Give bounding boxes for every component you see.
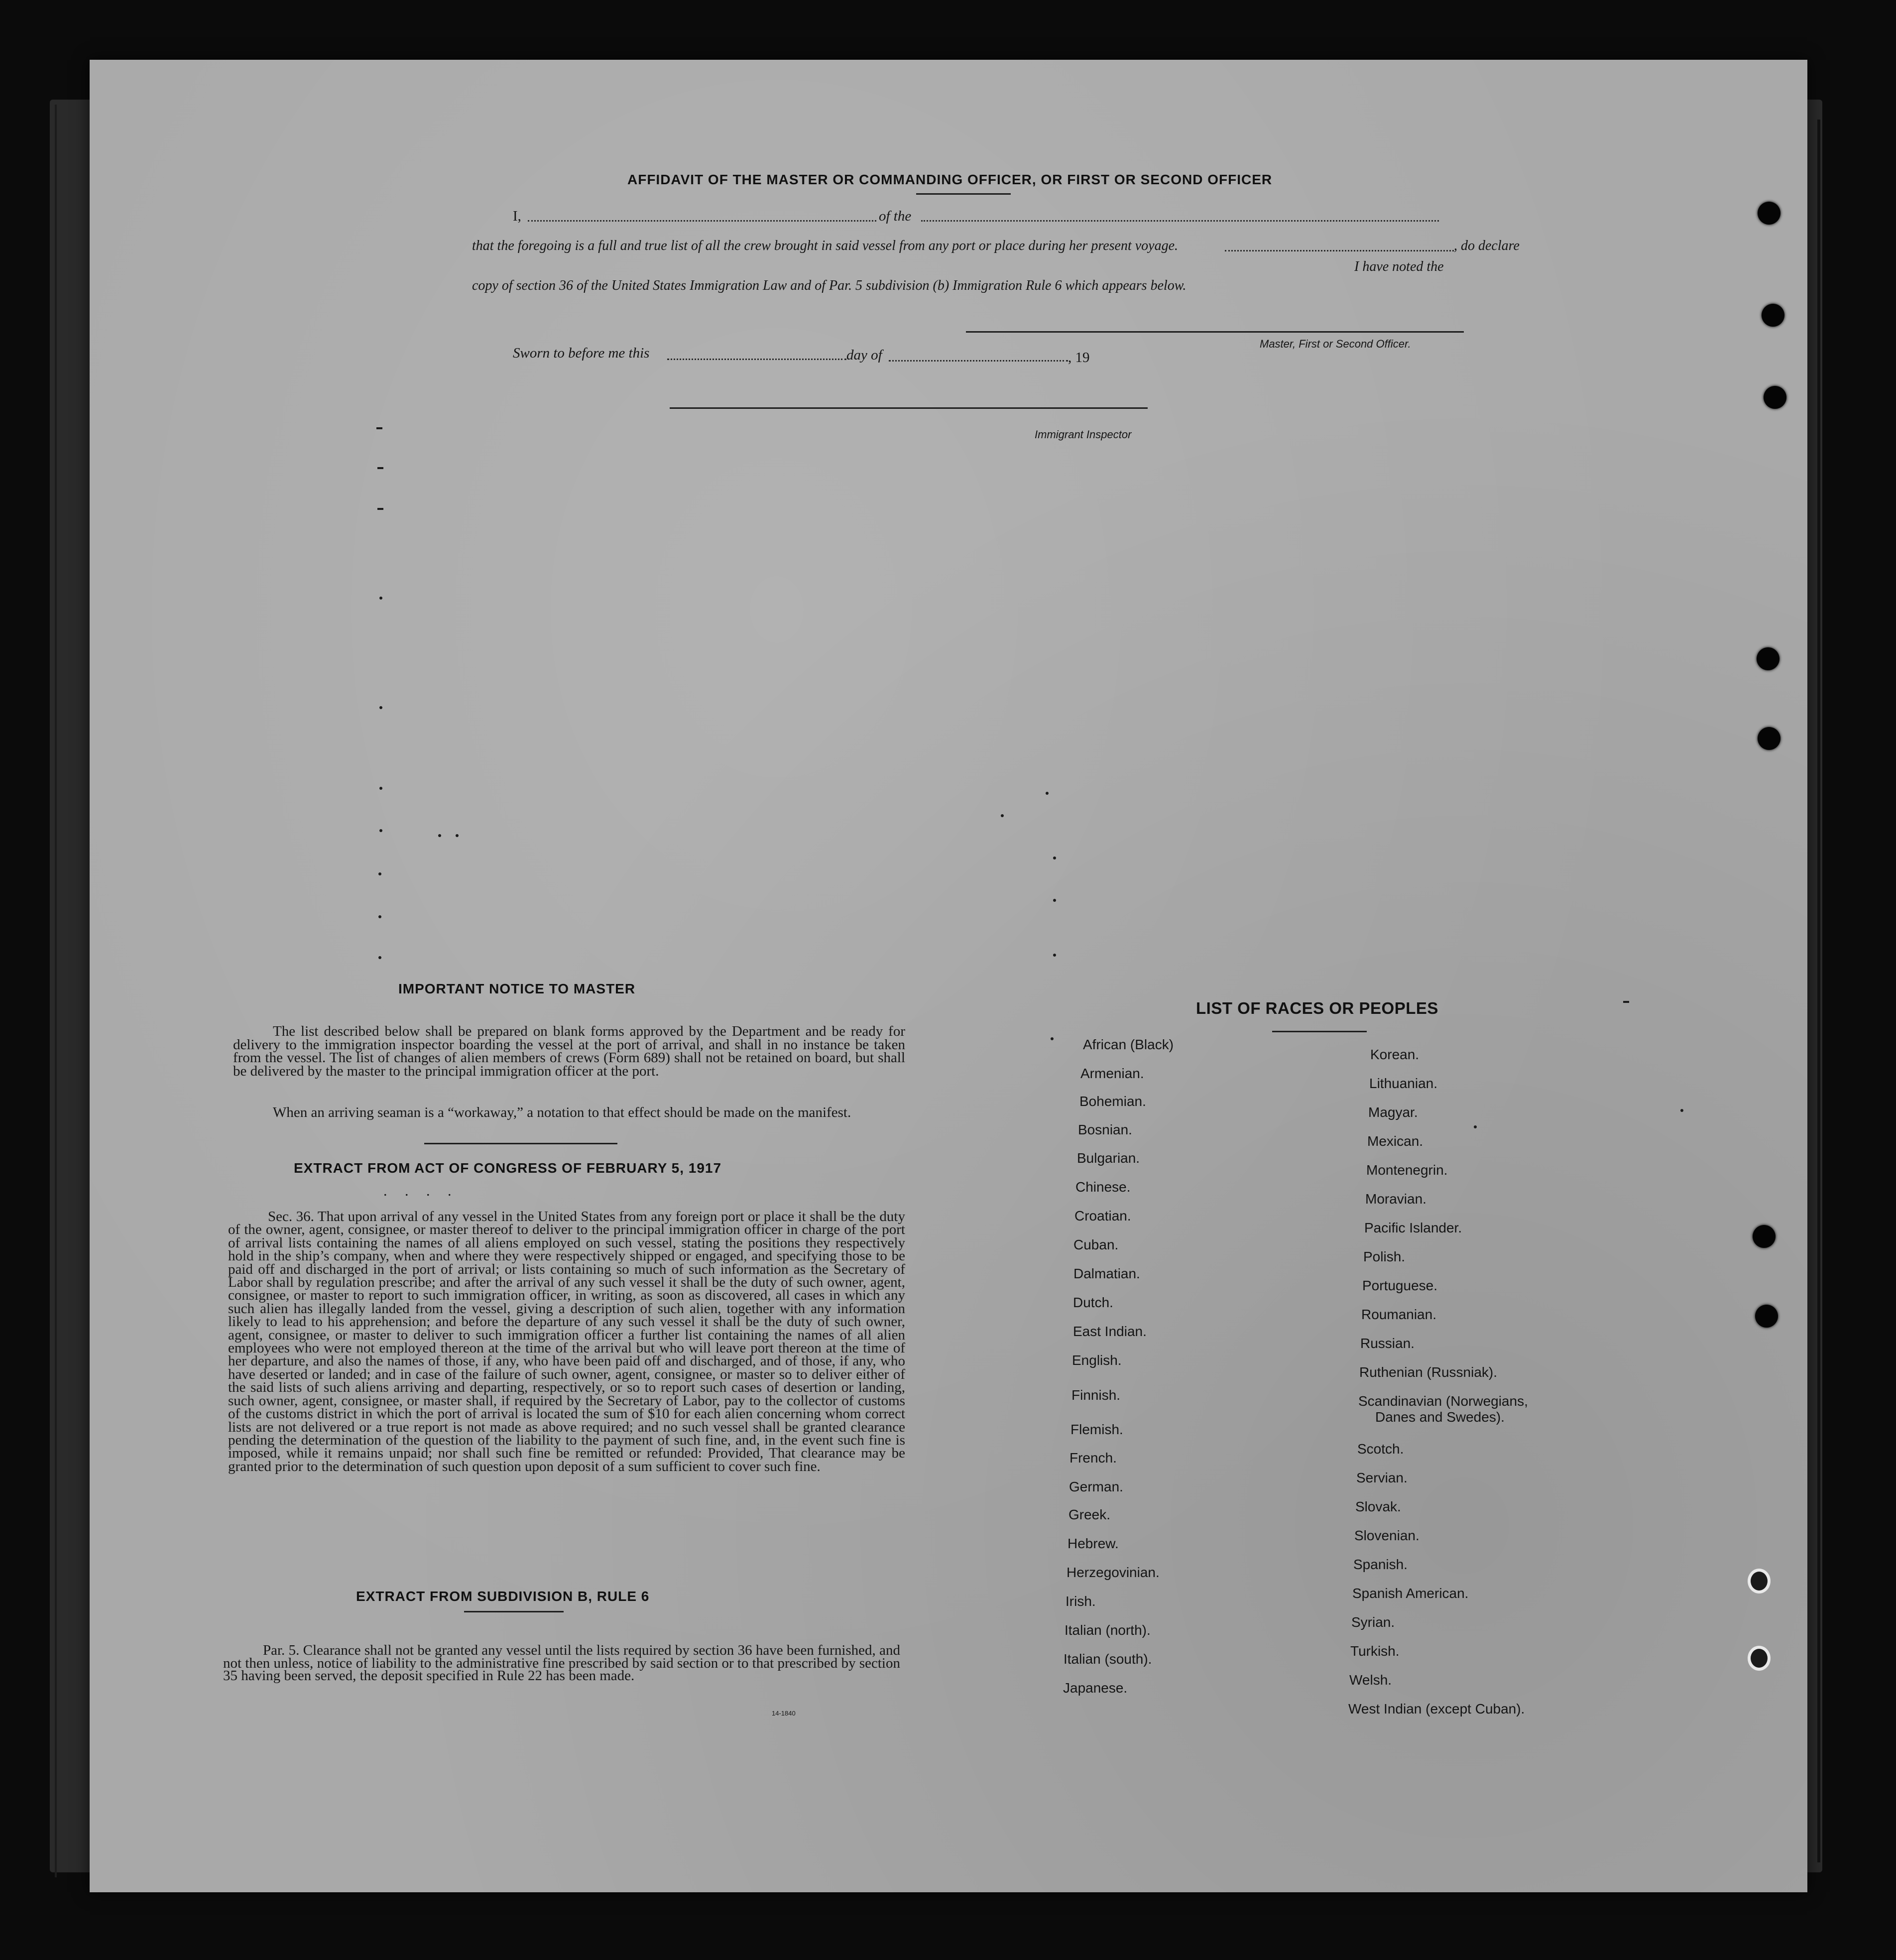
race-item: Scotch. bbox=[1357, 1441, 1404, 1457]
mark bbox=[377, 508, 383, 510]
race-item: Russian. bbox=[1360, 1336, 1415, 1351]
race-item: Italian (north). bbox=[1065, 1622, 1151, 1638]
notice-divider bbox=[424, 1143, 617, 1144]
punch-hole bbox=[1755, 1305, 1778, 1328]
master-signature-line bbox=[966, 331, 1464, 333]
title-rule bbox=[916, 193, 1011, 195]
punch-hole bbox=[1753, 1225, 1776, 1248]
affidavit-blank-name bbox=[528, 220, 876, 222]
mark bbox=[378, 956, 381, 959]
race-item: English. bbox=[1072, 1352, 1122, 1368]
race-item: Syrian. bbox=[1351, 1614, 1395, 1630]
mark bbox=[379, 829, 382, 832]
race-item: West Indian (except Cuban). bbox=[1348, 1701, 1525, 1716]
form-number: 14-1840 bbox=[772, 1710, 796, 1717]
mark bbox=[456, 834, 459, 837]
extract-rule-title: EXTRACT FROM SUBDIVISION B, RULE 6 bbox=[356, 1589, 650, 1604]
sworn-year: , 19 bbox=[1068, 350, 1090, 366]
master-signature-label: Master, First or Second Officer. bbox=[1260, 338, 1411, 350]
mark bbox=[378, 872, 381, 875]
race-item: Spanish American. bbox=[1352, 1586, 1469, 1601]
race-item: Finnish. bbox=[1071, 1387, 1121, 1403]
mark bbox=[1053, 954, 1056, 957]
affidavit-line3: copy of section 36 of the United States Immigration Law and of Par. 5 subdivision (b) Immigration Rule 6 which appears below. bbox=[472, 278, 1186, 293]
affidavit-title: AFFIDAVIT OF THE MASTER OR COMMANDING OFFICER, OR FIRST OR SECOND OFFICER bbox=[627, 172, 1273, 187]
race-item: Pacific Islander. bbox=[1364, 1220, 1462, 1235]
right-edge-line bbox=[1817, 120, 1820, 1862]
race-item: Italian (south). bbox=[1064, 1651, 1152, 1667]
race-item: Polish. bbox=[1363, 1249, 1406, 1264]
race-item: Danes and Swedes). bbox=[1375, 1409, 1505, 1425]
notice-paragraph-1: The list described below shall be prepared on blank forms approved by the Department and be ready for delivery to the immigration inspector boarding the vessel at the port of arrival, and shall in no instance be taken from the vessel. The list of changes of alien members of crews (Form 689) shall not be retained on board, but shall be delivered by the master to the principal immigration officer at the port. bbox=[233, 1023, 905, 1079]
race-item: Magyar. bbox=[1368, 1104, 1418, 1120]
affidavit-line1-I: I, bbox=[513, 208, 521, 224]
race-item: Armenian. bbox=[1080, 1066, 1144, 1081]
race-item: Irish. bbox=[1066, 1593, 1096, 1609]
extract-rule-text: Par. 5. Clearance shall not be granted any vessel until the lists required by section 36 have been furnished, and not then unless, notice of liability to the administrative fine prescribed by said section or to that prescribed by section 35 having been served, the deposit specified in Rule 22 has been made. bbox=[223, 1642, 900, 1684]
affidavit-line1-of-the: of the bbox=[879, 208, 912, 224]
mark bbox=[379, 787, 382, 790]
sworn-text: Sworn to before me this bbox=[513, 345, 650, 361]
notice-paragraph-2: When an arriving seaman is a “workaway,” a notation to that effect should be made on the manifest. bbox=[273, 1104, 851, 1120]
extract-rule-divider bbox=[464, 1611, 564, 1612]
race-item: Mexican. bbox=[1367, 1133, 1423, 1149]
race-item: Cuban. bbox=[1073, 1237, 1119, 1252]
inspector-label: Immigrant Inspector bbox=[1035, 428, 1132, 441]
affidavit-line2-end: , do declare bbox=[1454, 238, 1520, 253]
binder-ring bbox=[1748, 1569, 1771, 1593]
extract-act-text: Sec. 36. That upon arrival of any vessel in the United States from any foreign port or place it shall be the duty of the owner, agent, consignee, or master thereof to deliver to the principal immigration officer in charge of the port of arrival lists containing the names of all aliens employed on such vessel, stating the positions they respectively hold in the ship’s company, when and where they were respectively shipped or engaged, and specifying those to be paid off and discharged in the port of arrival; or lists containing so much of such information as the Secretary of Labor shall by regulation prescribe; and after the arrival of any such vessel it shall be the duty of such owner, agent, consignee, or master to report to such immigration officer, in writing, as soon as discovered, all cases in which any such alien has illegally landed from the vessel, giving a description of such alien, together with any information likely to lead to his apprehension; and before the departure of any such vessel it shall be the duty of such owner, agent, consignee, or master to deliver to such immigration officer a further list containing the names of all alien employees who were not employed thereon at the time of the arrival but who will leave port thereon at the time of her departure, and also the names of those, if any, who have been paid off and discharged, and of those, if any, who have deserted or landed; and in case of the failure of such owner, agent, consignee, or master so to deliver either of the said lists of such aliens arriving and departing, respectively, or so to report such cases of desertion or landing, such owner, agent, consignee, or master shall, if required by the Secretary of Labor, pay to the collector of customs of the customs district in which the port of arrival is located the sum of $10 for each alien concerning whom correct lists are not delivered or a true report is not made as above required; and no such vessel shall be granted clearance pending the determination of the question of the liability to the payment of such fine, and, in the event such fine is imposed, while it remains unpaid; nor shall such fine be remitted or refunded: Provided, That clearance may be granted prior to the determination of such question upon deposit of a sum sufficient to cover such fine. bbox=[228, 1209, 905, 1474]
punch-hole bbox=[1762, 304, 1784, 327]
race-item: Korean. bbox=[1370, 1047, 1420, 1062]
punch-hole bbox=[1758, 202, 1780, 225]
extract-act-title: EXTRACT FROM ACT OF CONGRESS OF FEBRUARY 5, 1917 bbox=[294, 1160, 722, 1176]
race-item: Welsh. bbox=[1349, 1672, 1392, 1688]
sworn-blank-month bbox=[889, 360, 1068, 362]
extract-act-ellipsis: . . . . bbox=[383, 1183, 459, 1199]
mark bbox=[379, 706, 382, 709]
mark bbox=[1001, 814, 1004, 817]
race-item: French. bbox=[1069, 1450, 1117, 1466]
mark bbox=[377, 467, 383, 469]
race-item: Ruthenian (Russniak). bbox=[1359, 1364, 1498, 1380]
races-title: LIST OF RACES OR PEOPLES bbox=[1196, 999, 1438, 1017]
race-item: Spanish. bbox=[1353, 1557, 1408, 1572]
mark bbox=[1053, 899, 1056, 902]
affidavit-line2: that the foregoing is a full and true list of all the crew brought in said vessel from any port or place during her present voyage. bbox=[472, 238, 1179, 253]
race-item: African (Black) bbox=[1083, 1037, 1174, 1052]
race-item: Bulgarian. bbox=[1077, 1150, 1140, 1166]
race-item: Portuguese. bbox=[1362, 1278, 1437, 1293]
binder-ring bbox=[1748, 1646, 1771, 1671]
race-item: Chinese. bbox=[1075, 1179, 1131, 1195]
punch-hole bbox=[1764, 386, 1786, 409]
race-item: Montenegrin. bbox=[1366, 1162, 1448, 1178]
race-item: Japanese. bbox=[1063, 1680, 1128, 1696]
inspector-signature-line bbox=[670, 407, 1148, 409]
race-item: Moravian. bbox=[1365, 1191, 1426, 1207]
affidavit-blank-vessel bbox=[921, 220, 1439, 222]
race-item: Dalmatian. bbox=[1073, 1266, 1140, 1281]
race-item: Servian. bbox=[1356, 1470, 1408, 1485]
race-item: Hebrew. bbox=[1067, 1536, 1119, 1551]
race-item: Herzegovinian. bbox=[1066, 1565, 1160, 1580]
mark bbox=[1474, 1125, 1477, 1128]
race-item: Turkish. bbox=[1350, 1643, 1400, 1659]
race-item: Slovak. bbox=[1355, 1499, 1401, 1514]
races-divider bbox=[1272, 1031, 1367, 1032]
race-item: Bosnian. bbox=[1078, 1122, 1132, 1137]
race-item: Lithuanian. bbox=[1369, 1076, 1438, 1091]
race-item: East Indian. bbox=[1073, 1324, 1147, 1339]
mark bbox=[1680, 1109, 1683, 1112]
left-edge-line bbox=[55, 105, 57, 1877]
punch-hole bbox=[1758, 727, 1780, 750]
race-item: Scandinavian (Norwegians, bbox=[1358, 1393, 1528, 1409]
mark bbox=[1051, 1037, 1054, 1040]
race-item: Dutch. bbox=[1073, 1295, 1113, 1310]
mark bbox=[378, 915, 381, 918]
sworn-day-of: day of bbox=[846, 347, 882, 363]
race-item: Greek. bbox=[1068, 1507, 1111, 1522]
race-item: Flemish. bbox=[1070, 1422, 1123, 1437]
affidavit-blank-port bbox=[1225, 250, 1454, 251]
affidavit-line3a: I have noted the bbox=[1354, 259, 1444, 274]
race-item: Slovenian. bbox=[1354, 1528, 1420, 1543]
mark bbox=[376, 427, 382, 429]
mark bbox=[1046, 792, 1049, 795]
document-page bbox=[90, 60, 1807, 1892]
race-item: Roumanian. bbox=[1361, 1307, 1436, 1322]
mark bbox=[1053, 857, 1056, 859]
notice-title: IMPORTANT NOTICE TO MASTER bbox=[398, 981, 636, 996]
mark bbox=[1623, 1001, 1629, 1003]
sworn-blank-day bbox=[667, 359, 846, 360]
mark bbox=[379, 597, 382, 600]
punch-hole bbox=[1757, 647, 1779, 670]
race-item: Bohemian. bbox=[1079, 1094, 1146, 1109]
mark bbox=[438, 834, 441, 837]
race-item: Croatian. bbox=[1074, 1208, 1131, 1224]
race-item: German. bbox=[1069, 1479, 1123, 1494]
